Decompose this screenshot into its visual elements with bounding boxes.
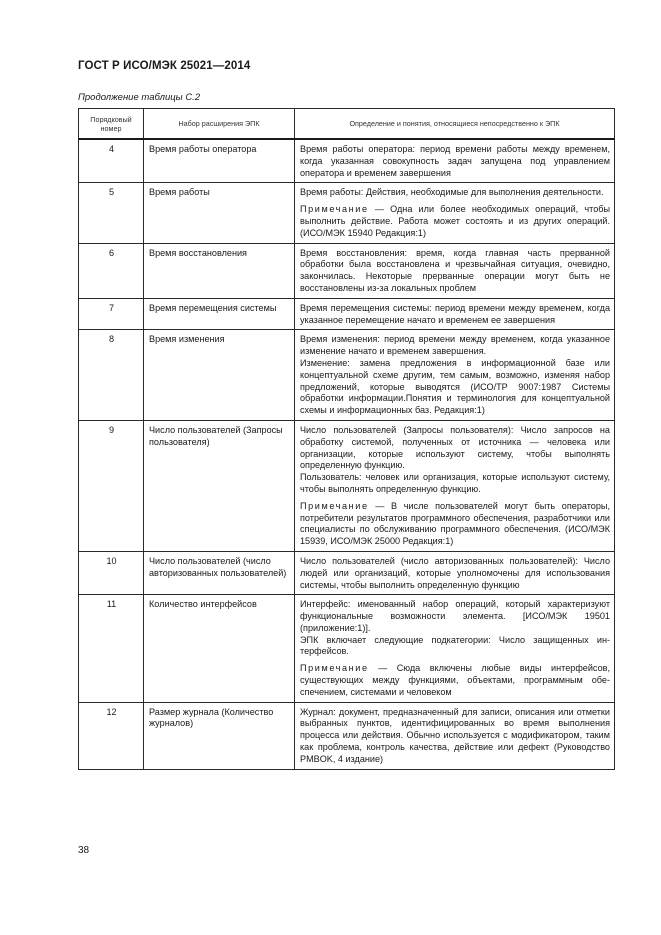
row-number: 6 [79, 243, 144, 298]
extension-name: Время работы оператора [144, 139, 295, 183]
definition-cell [295, 183, 615, 243]
table-caption: Продолжение таблицы С.2 [78, 92, 201, 103]
document-header: ГОСТ Р ИСО/МЭК 25021—2014 [78, 60, 251, 72]
note-text [300, 204, 610, 239]
definition-cell [295, 420, 615, 551]
table-row [79, 551, 615, 594]
note-label: Примечание [300, 663, 369, 674]
table-row [79, 330, 615, 421]
extension-name: Время перемещения системы [144, 298, 295, 330]
table-row [79, 595, 615, 702]
note-body: — Сюда включены любые виды интерфейсов, существующих между функциями, объектами, программным обеспечением, системами и человеком [300, 663, 610, 697]
definition-text: Число пользователей (Запросы пользователя): Число запросов на обработку системой, полученных от источника — человека или организации, которые используют систему, чтобы выполнять определенную функцию. [300, 424, 610, 471]
extension-name: Размер журнала (Количество журналов) [144, 702, 295, 769]
table-row [79, 420, 615, 551]
definition-cell [295, 551, 615, 594]
definition-cell [295, 702, 615, 769]
definition-text: Время работы оператора: период времени работы между временем, когда указанная совокупность задач запущена под управлением оператора и временем завершения [300, 144, 610, 178]
note-body: — Одна или более необходимых операций, чтобы выполнить действие. Работа может состоять и из других операций. (ИСО/МЭК 15940 Редакция:1) [300, 204, 610, 238]
definition-text: Время восстановления: время, когда главная часть прерванной обработки была восстановлена и чрезвычайная ситуация, очевидно, закончилась. Некоторые прерванные операции могут быть не восстановлены из-за локальных проблем [300, 247, 610, 293]
row-number: 7 [79, 298, 144, 330]
table-row [79, 702, 615, 769]
extension-name: Время работы [144, 183, 295, 243]
row-number: 4 [79, 139, 144, 183]
table-row [79, 298, 615, 330]
table-row [79, 183, 615, 243]
definition-text: Время работы: Действия, необходимые для выполнения деятельности. [300, 187, 604, 198]
row-number: 11 [79, 595, 144, 702]
extension-name: Время восстановления [144, 243, 295, 298]
extension-name: Время изменения [144, 330, 295, 421]
definition-cell [295, 243, 615, 298]
note-body: — В числе пользователей могут быть операторы, потребители результатов программного обеспечения, разработчики или специалисты по обслуживанию программного обеспечения. (ИСО/МЭК 15939, ИСО/МЭК 25000 Редакция:1) [300, 500, 610, 547]
note-text [300, 663, 610, 698]
column-header-number: Порядковый номер [79, 109, 144, 140]
extension-name: Число пользователей (число авторизованных пользователей) [144, 551, 295, 594]
definition-text: Пользователь: человек или организация, которые используют систему, чтобы выполнять определенную функцию. [300, 472, 610, 494]
row-number: 9 [79, 420, 144, 551]
definition-cell [295, 330, 615, 421]
row-number: 8 [79, 330, 144, 421]
data-table [78, 108, 615, 770]
row-number: 12 [79, 702, 144, 769]
definition-text: Изменение: замена предложения в информационной базе или концептуальной схеме другим, тем самым, возможно, изменяя набор предложений, которые выводятся (ИСО/ТР 9007:1987 Системы обработки информации.Понятия и терминология для концептуальной схемы и информационных баз. Редакция:1) [300, 357, 610, 416]
table-row [79, 139, 615, 183]
definition-text: ЭПК включает следующие подкатегории: Число защищенных интерфейсов. [300, 634, 610, 657]
column-header-definition: Определение и понятия, относящиеся непосредственно к ЭПК [295, 109, 615, 140]
extension-name: Количество интерфейсов [144, 595, 295, 702]
definition-cell [295, 298, 615, 330]
column-header-extension: Набор расширения ЭПК [144, 109, 295, 140]
definition-text: Время изменения: период времени между временем, когда указанное изменение начато и временем завершения. [300, 334, 610, 357]
table-row [79, 243, 615, 298]
extension-name: Число пользователей (Запросы пользователя) [144, 420, 295, 551]
row-number: 5 [79, 183, 144, 243]
table-header-row [79, 109, 615, 140]
definition-text: Журнал: документ, предназначенный для записи, описания или отметки выбранных пунктов, идентифицированных во время выполнения процесса или действия. Обычно используется с модификатором, таким как проблема, контроль качества, действие или дефект (Руководство PMBOK, 4 издание) [300, 706, 610, 764]
note-text [300, 501, 610, 548]
definition-text: Число пользователей (число авторизованных пользователей): Число людей или организаций, которые уполномочены для использования системы, чтобы выполнить определенную функцию [300, 555, 610, 590]
page-number: 38 [78, 845, 90, 856]
definition-cell [295, 595, 615, 702]
row-number: 10 [79, 551, 144, 594]
note-label: Примечание [300, 204, 369, 215]
table-body [79, 139, 615, 769]
definition-cell [295, 139, 615, 183]
note-label: Примечание [300, 500, 369, 511]
definition-text: Время перемещения системы: период времени между временем, когда указанное перемещение начато и временем ее завершения [300, 302, 610, 325]
definition-text: Интерфейс: именованный набор операций, который характеризуют функциональные возможности элемента. [ИСО/МЭК 19501 (приложение:1)]. [300, 599, 610, 633]
